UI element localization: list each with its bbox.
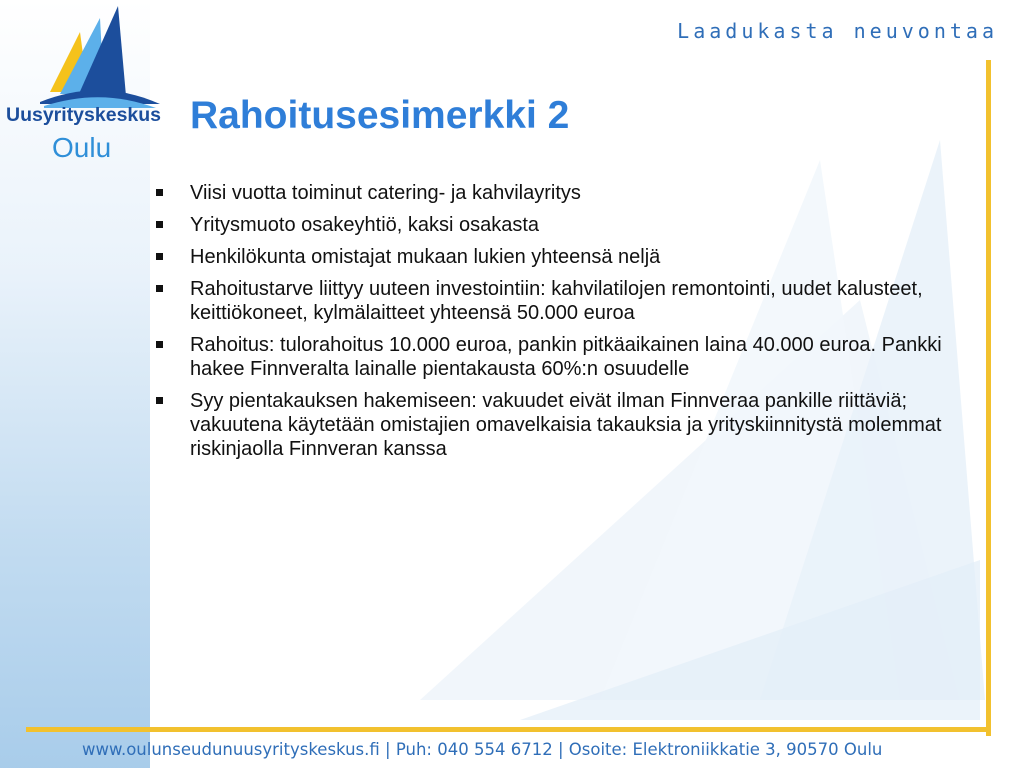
footer-contact	[82, 740, 882, 759]
bullet-item: Yritysmuoto osakeyhtiö, kaksi osakasta	[190, 213, 970, 237]
footer-separator: |	[557, 740, 564, 759]
brand-logo	[0, 0, 185, 175]
slide-title: Rahoitusesimerkki 2	[190, 94, 570, 137]
sail-logo-icon	[0, 0, 185, 110]
bullet-item: Syy pientakauksen hakemiseen: vakuudet eivät ilman Finnveraa pankille riittäviä; vakuutena käytetään omistajien omavelkaisia takauksia ja yrityskiinnitystä molemmat riskinjaolla Finnveran kanssa	[190, 389, 970, 461]
footer-separator: |	[385, 740, 391, 759]
tagline: Laadukasta neuvontaa	[677, 19, 998, 43]
bullet-item: Rahoitus: tulorahoitus 10.000 euroa, pankin pitkäaikainen laina 40.000 euroa. Pankki hakee Finnveralta lainalle pientakausta 60%:n osuudelle	[190, 333, 970, 381]
bullet-list	[190, 181, 970, 469]
horizontal-accent-line	[26, 727, 991, 732]
bullet-item: Rahoitustarve liittyy uuteen investointiin: kahvilatilojen remontointi, uudet kalusteet, keittiökoneet, kylmälaitteet yhteensä 50.000 euroa	[190, 277, 970, 325]
vertical-accent-line	[986, 60, 991, 736]
footer-phone: Puh: 040 554 6712	[395, 740, 553, 759]
bullet-item: Viisi vuotta toiminut catering- ja kahvilayritys	[190, 181, 970, 205]
bullet-item: Henkilökunta omistajat mukaan lukien yhteensä neljä	[190, 245, 970, 269]
footer-address: Osoite: Elektroniikkatie 3, 90570 Oulu	[568, 740, 883, 759]
brand-name: Uusyrityskeskus	[6, 104, 162, 126]
brand-city: Oulu	[52, 132, 112, 163]
footer-website-link[interactable]: www.oulunseudunuusyrityskeskus.fi	[82, 740, 380, 759]
